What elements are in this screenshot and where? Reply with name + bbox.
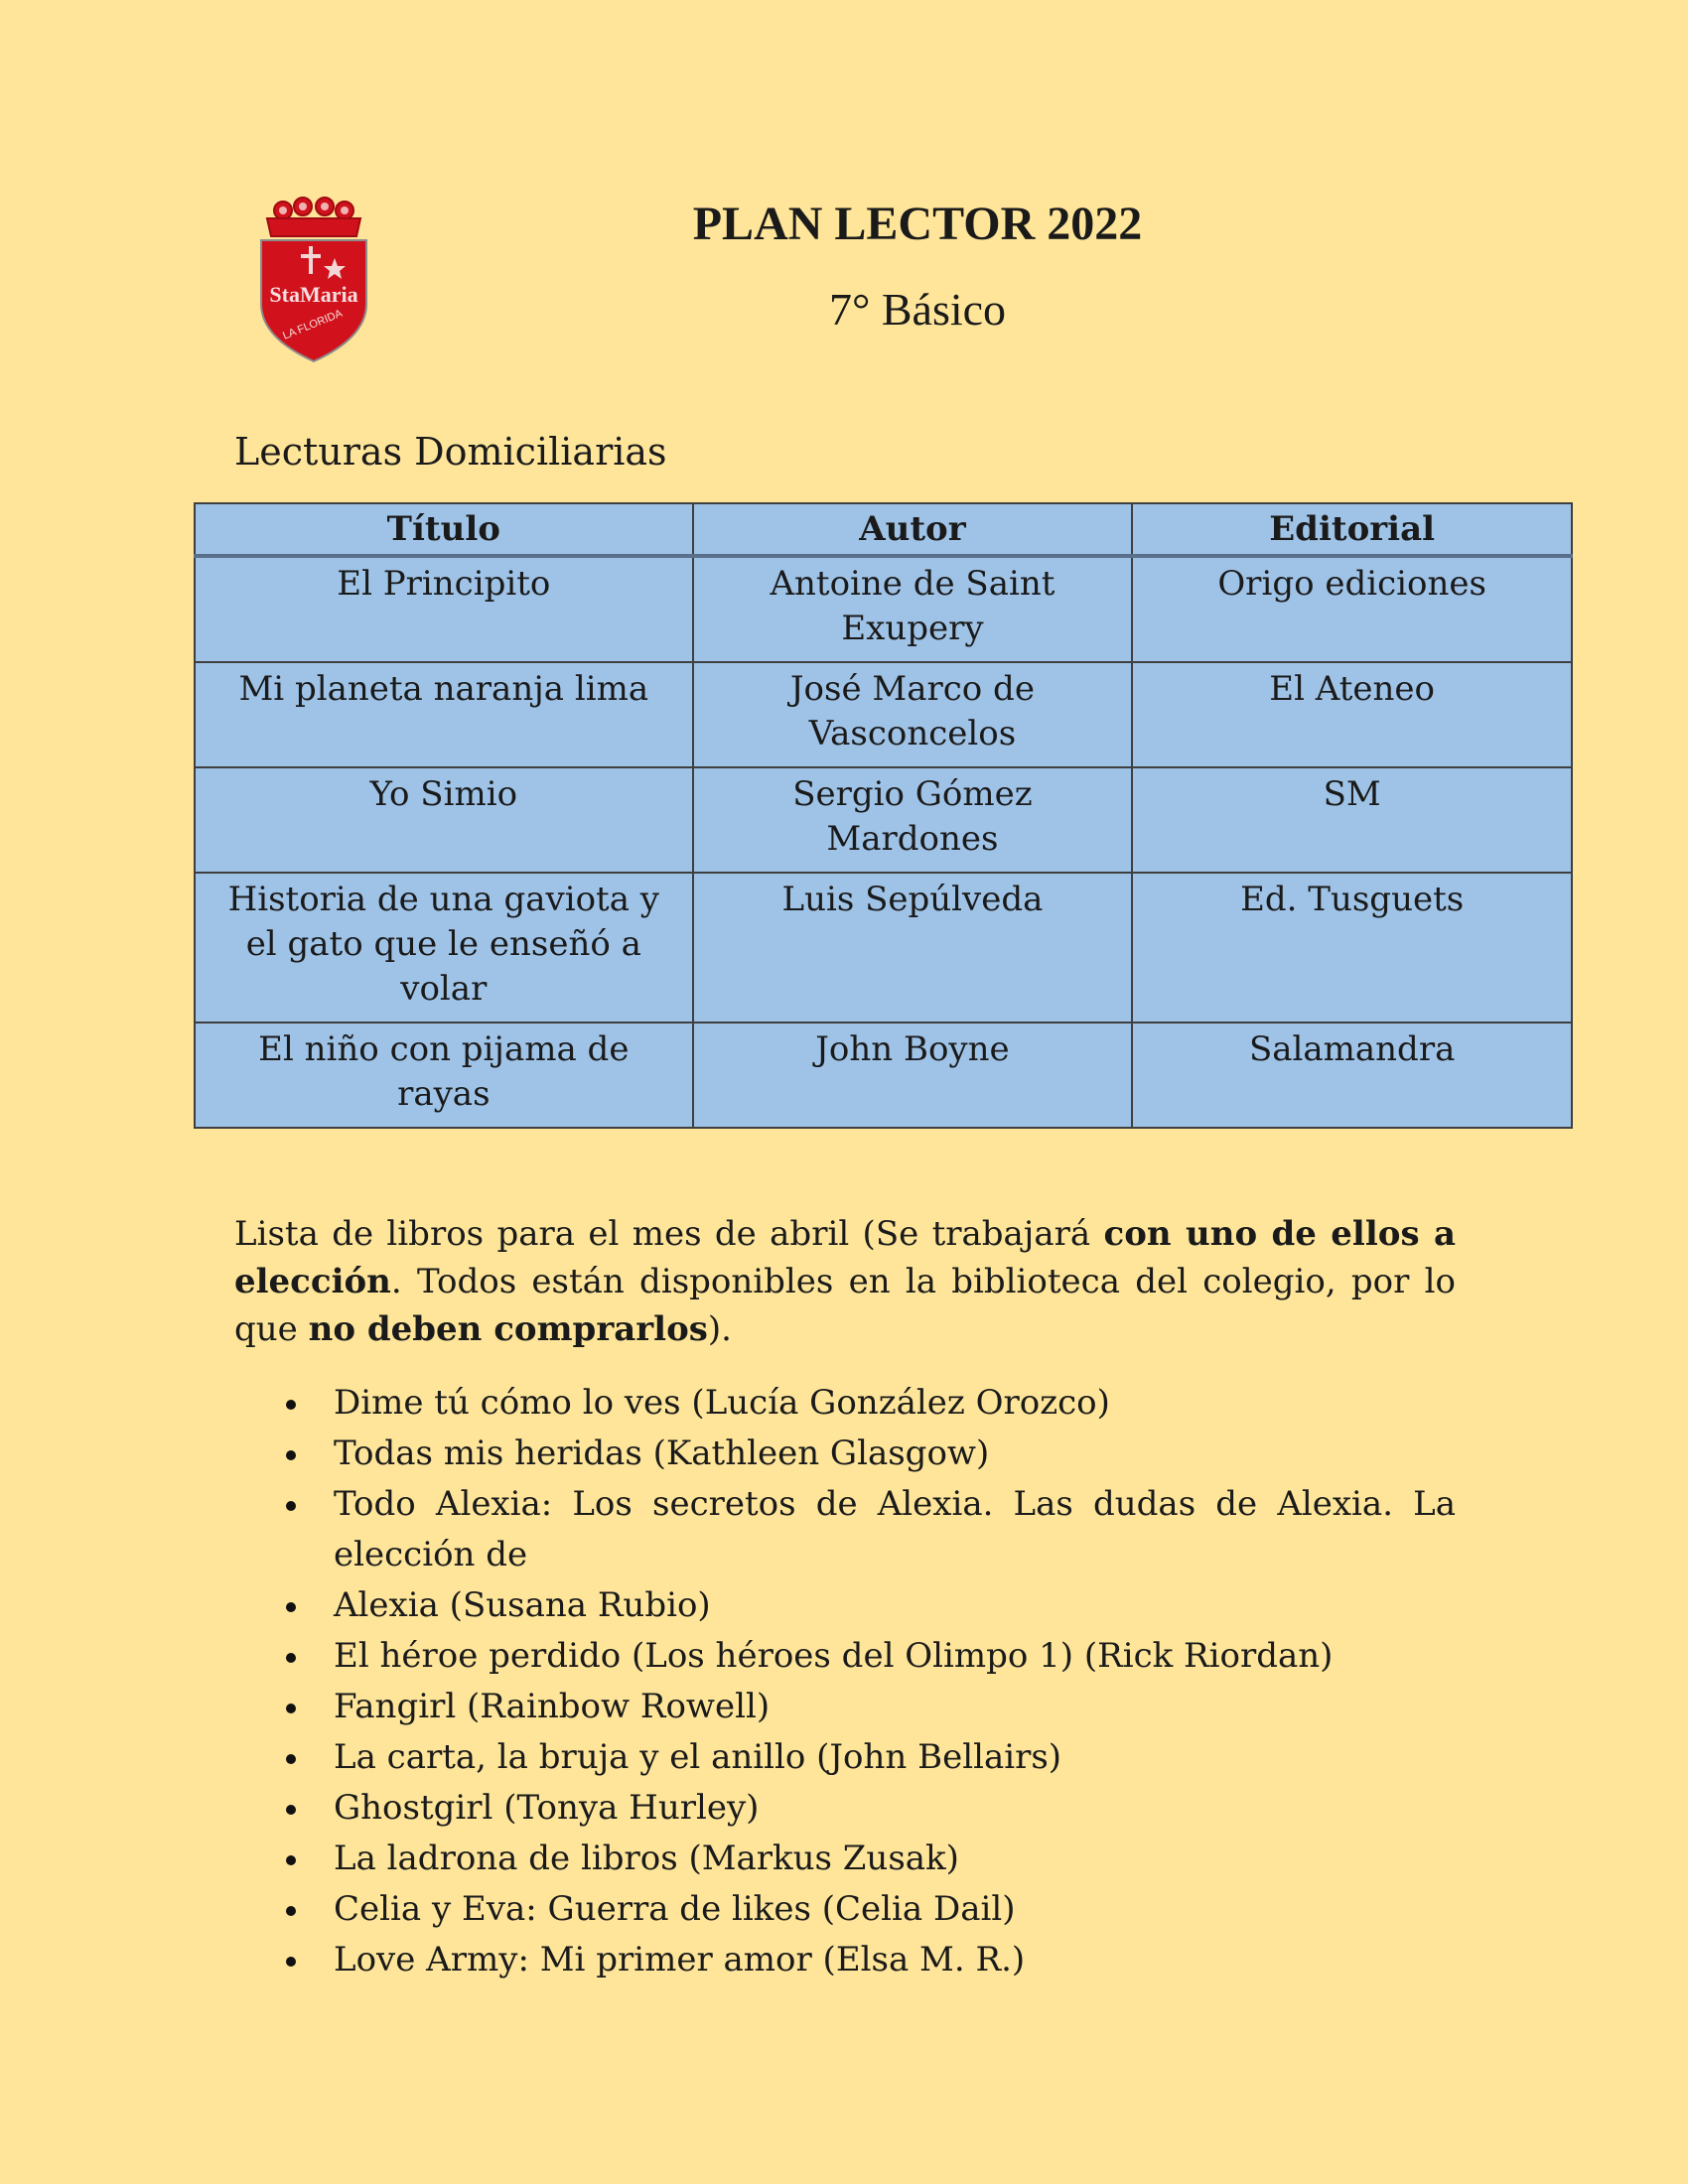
bullet-icon	[286, 1754, 296, 1764]
bullet-icon	[286, 1704, 296, 1713]
column-header-author: Autor	[693, 503, 1133, 556]
bullet-icon	[286, 1957, 296, 1967]
table-header-row	[195, 503, 1572, 556]
book-publisher-cell: El Ateneo	[1132, 662, 1572, 767]
intro-text: ).	[707, 1309, 732, 1349]
reading-table	[194, 502, 1573, 1129]
bullet-icon	[286, 1855, 296, 1865]
intro-text: . Todos están disponibles en la biblioteca del colegio, por lo que	[234, 1262, 1456, 1349]
crest-subtext: LA FLORIDA	[281, 307, 345, 342]
grade-subtitle: 7° Básico	[828, 284, 1007, 335]
intro-text: Lista de libros para el mes de abril (Se trabajará	[234, 1214, 1104, 1254]
section-heading: Lecturas Domiciliarias	[234, 430, 667, 474]
book-publisher-cell: Salamandra	[1132, 1023, 1572, 1128]
book-title-cell: El niño con pijama de rayas	[195, 1023, 693, 1128]
bullet-icon	[286, 1450, 296, 1460]
list-item-text: La ladrona de libros (Markus Zusak)	[334, 1839, 959, 1878]
book-title-cell: Historia de una gaviota y el gato que le enseñó a volar	[195, 873, 693, 1023]
list-item	[234, 1429, 1456, 1479]
bullet-icon	[286, 1400, 296, 1410]
list-item-text: El héroe perdido (Los héroes del Olimpo 1) (Rick Riordan)	[334, 1636, 1334, 1676]
intro-emphasis: con uno de ellos a elección	[234, 1214, 1456, 1301]
book-publisher-cell: Ed. Tusguets	[1132, 873, 1572, 1023]
list-item-text: Celia y Eva: Guerra de likes (Celia Dail)	[334, 1889, 1016, 1929]
bullet-icon	[286, 1906, 296, 1916]
table-row	[195, 662, 1572, 767]
page-title: PLAN LECTOR 2022	[692, 198, 1143, 250]
list-item-text: Todas mis heridas (Kathleen Glasgow)	[334, 1433, 990, 1473]
book-title-cell: Mi planeta naranja lima	[195, 662, 693, 767]
list-item	[234, 1378, 1456, 1429]
book-author-cell: José Marco de Vasconcelos	[693, 662, 1133, 767]
column-header-publisher: Editorial	[1132, 503, 1572, 556]
crest-text: StaMaria	[269, 282, 358, 307]
list-item	[234, 1884, 1456, 1935]
list-item	[234, 1631, 1456, 1682]
list-item	[234, 1732, 1456, 1783]
bullet-icon	[286, 1653, 296, 1663]
intro-emphasis: no deben comprarlos	[308, 1309, 708, 1349]
list-item	[234, 1580, 1456, 1631]
intro-paragraph	[234, 1210, 1456, 1353]
book-author-cell: Antoine de Saint Exupery	[693, 556, 1133, 662]
bullet-icon	[286, 1602, 296, 1612]
book-publisher-cell: SM	[1132, 767, 1572, 873]
list-item	[234, 1834, 1456, 1884]
book-publisher-cell: Origo ediciones	[1132, 556, 1572, 662]
book-author-cell: Sergio Gómez Mardones	[693, 767, 1133, 873]
bullet-icon	[286, 1805, 296, 1815]
book-author-cell: Luis Sepúlveda	[693, 873, 1133, 1023]
table-row	[195, 556, 1572, 662]
book-author-cell: John Boyne	[693, 1023, 1133, 1128]
book-title-cell: El Principito	[195, 556, 693, 662]
list-item	[234, 1783, 1456, 1834]
book-title-cell: Yo Simio	[195, 767, 693, 873]
list-item-text: Alexia (Susana Rubio)	[334, 1585, 711, 1625]
list-item-text: Dime tú cómo lo ves (Lucía González Orozco)	[334, 1383, 1110, 1423]
table-row	[195, 767, 1572, 873]
list-item	[234, 1682, 1456, 1732]
list-item-text: Todo Alexia: Los secretos de Alexia. Las dudas de Alexia. La elección de	[334, 1484, 1456, 1574]
reading-list	[234, 1378, 1456, 1985]
column-header-title: Título	[195, 503, 693, 556]
table-row	[195, 1023, 1572, 1128]
bullet-icon	[286, 1501, 296, 1511]
list-item	[234, 1479, 1456, 1580]
list-item-text: Love Army: Mi primer amor (Elsa M. R.)	[334, 1940, 1026, 1979]
list-item-text: Fangirl (Rainbow Rowell)	[334, 1687, 771, 1726]
list-item-text: La carta, la bruja y el anillo (John Bellairs)	[334, 1737, 1062, 1777]
list-item	[234, 1935, 1456, 1985]
table-row	[195, 873, 1572, 1023]
list-item-text: Ghostgirl (Tonya Hurley)	[334, 1788, 760, 1828]
